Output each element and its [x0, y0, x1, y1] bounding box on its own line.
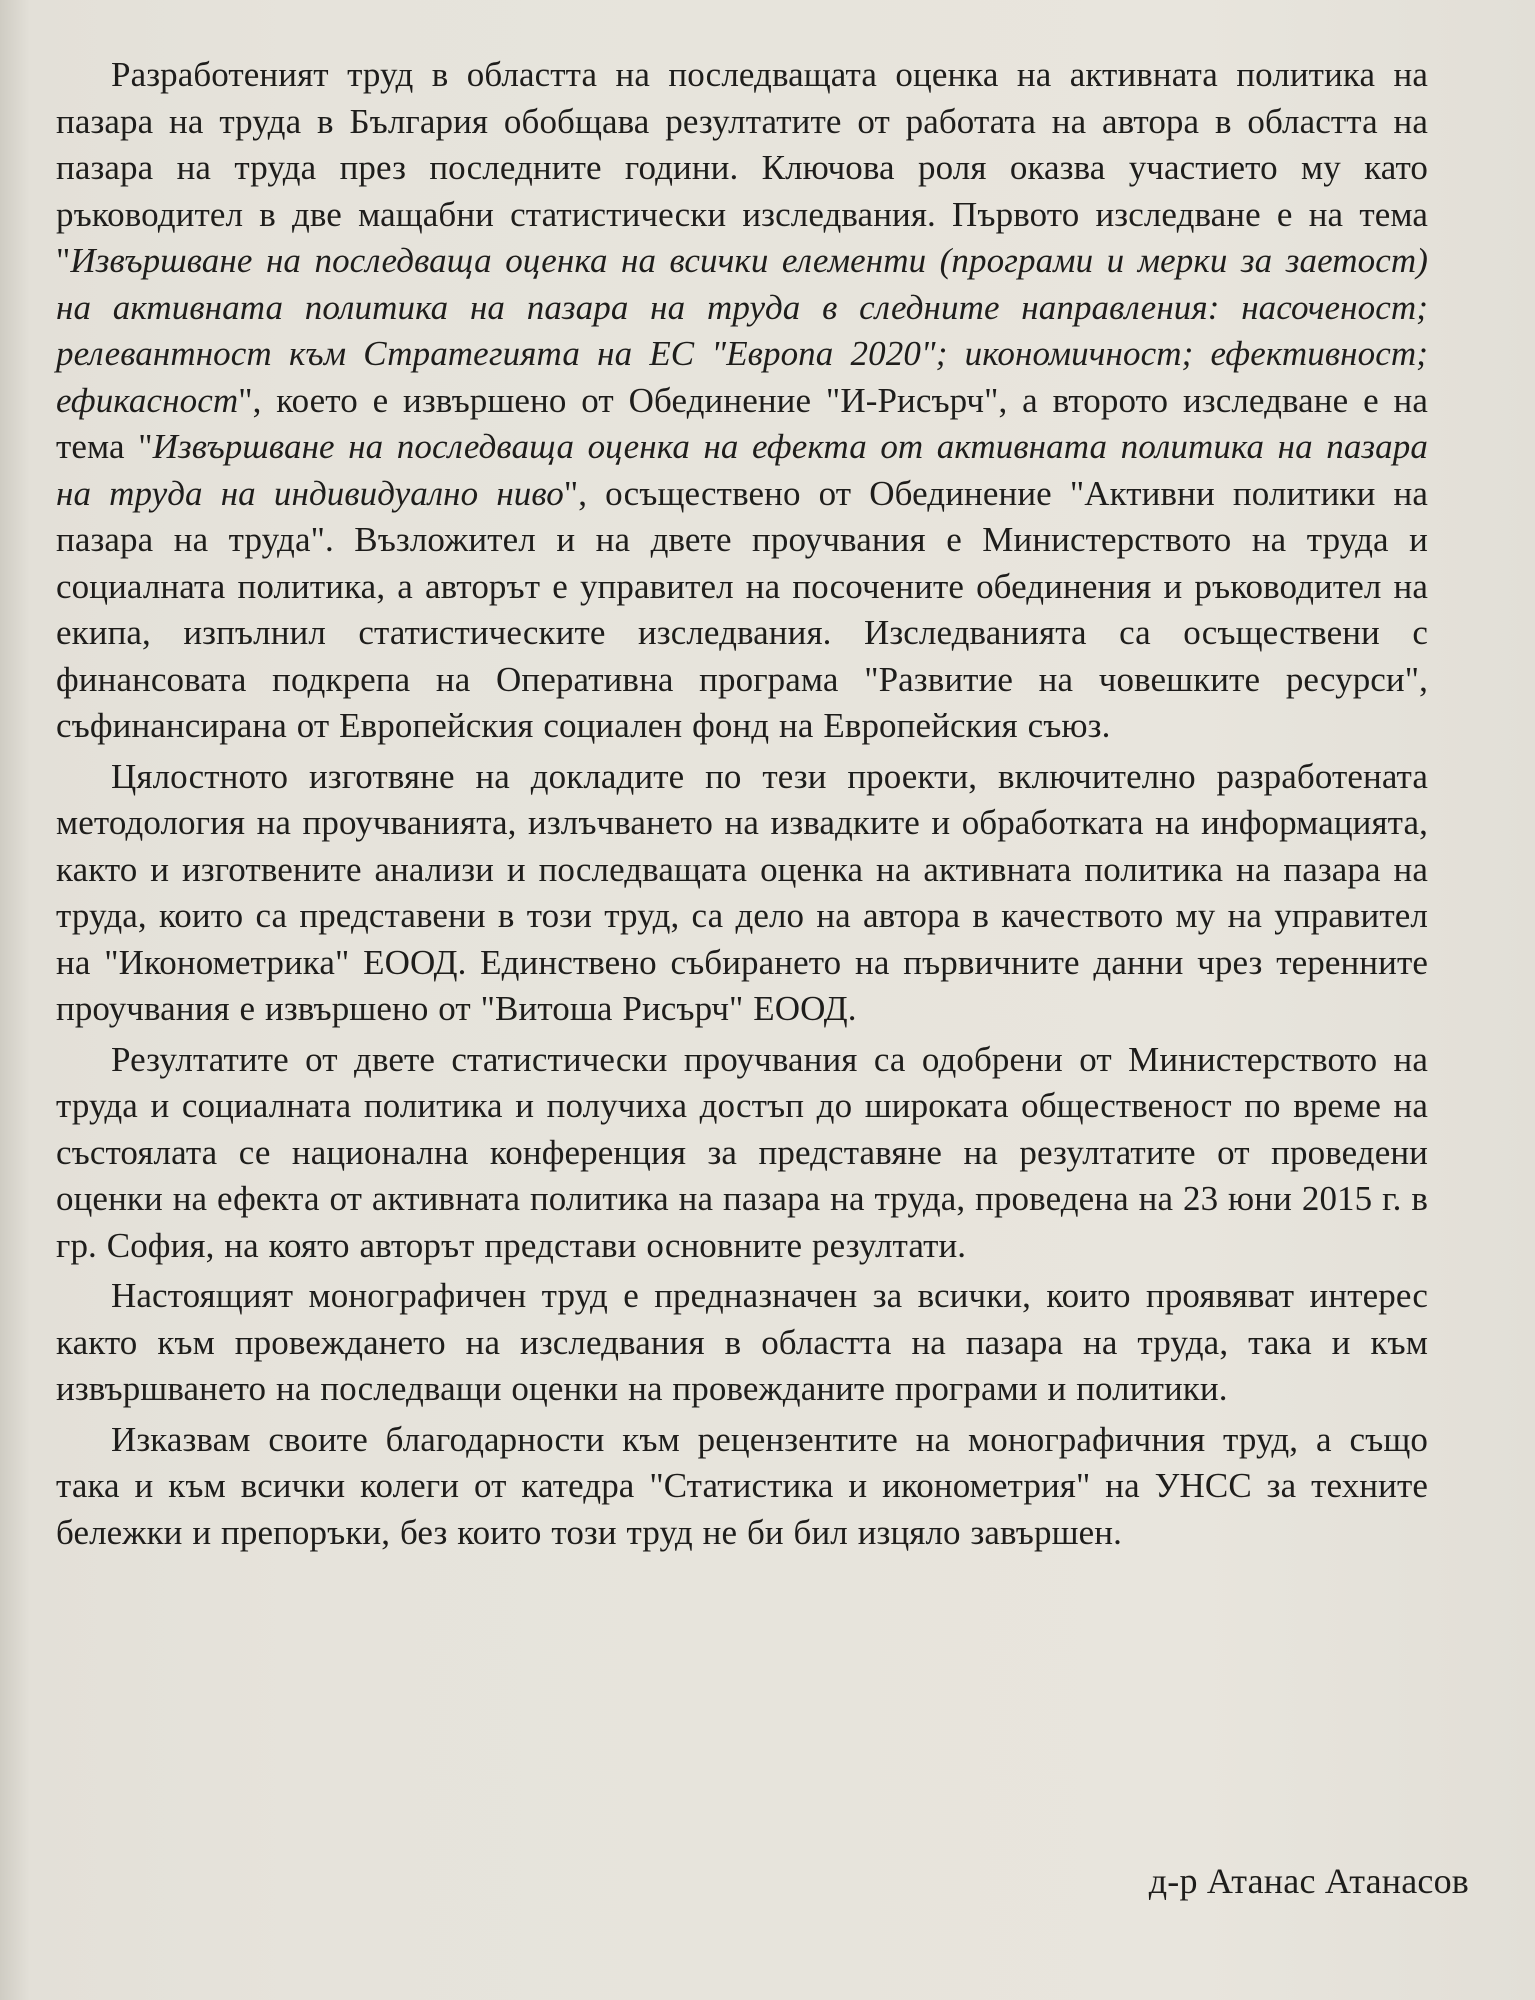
italic-topic-2: Извършване на последваща оценка на ефекта от активната политика на пазара на труда на индивидуално ниво: [56, 427, 1428, 513]
text-span: Резултатите от двете статистически проучвания са одобрени от Министерството на труда и социалната политика и получиха достъп до широката общественост по време на състоялата се национална конференция за представяне на резултатите от проведени оценки на ефекта от активната политика на пазара на труда, проведена на 23 юни 2015 г. в гр. София, на която авторът представи основните резултати.: [56, 1039, 1428, 1265]
text-span: Изказвам своите благодарности към рецензентите на монографичния труд, а също така и към всички колеги от катедра "Статистика и иконометрия" на УНСС за техните бележки и препоръки, без които този труд не би бил изцяло завършен.: [56, 1419, 1428, 1552]
text-span: Настоящият монографичен труд е предназначен за всички, които проявяват интерес както към провеждането на изследвания в областта на пазара на труда, така и към извършването на последващи оценки на провежданите програми и политики.: [56, 1276, 1428, 1408]
body-text: [56, 52, 1428, 1556]
paragraph-2: [56, 754, 1428, 1033]
paragraph-5: [56, 1417, 1428, 1557]
text-span: ", което е извършено от Обединение "И-Рисърч", а второто изследване е на тема ": [56, 380, 1428, 466]
text-span: ", осъществено от Обединение "Активни политики на пазара на труда". Възложител и на двете проучвания е Министерството на труда и социалната политика, а авторът е управител на посочените обединения и ръководител на екипа, изпълнил статистическите изследвания. Изследванията са осъществени с финансовата подкрепа на Оперативна програма "Развитие на човешките ресурси", съфинансирана от Европейския социален фонд на Европейския съюз.: [56, 473, 1428, 745]
text-span: Цялостното изготвяне на докладите по тези проекти, включително разработената методология на проучванията, излъчването на извадките и обработката на информацията, както и изготвените анализи и последващата оценка на активната политика на пазара на труда, които са представени в този труд, са дело на автора в качеството му на управител на "Иконометрика" ЕООД. Единствено събирането на първичните данни чрез теренните проучвания е извършено от "Витоша Рисърч" ЕООД.: [56, 756, 1428, 1028]
author-signature: д-р Атанас Атанасов: [1148, 1861, 1469, 1901]
italic-topic-1: Извършване на последваща оценка на всички елементи (програми и мерки за заетост) на активната политика на пазара на труда в следните направления: насоченост; релевантност към Стратегията на ЕС "Европа 2020"; икономичност; ефективност; ефикасност: [56, 241, 1428, 420]
paragraph-3: [56, 1037, 1428, 1270]
text-span: Разработеният труд в областта на последващата оценка на активната политика на пазара на труда в България обобщава резултатите от работата на автора в областта на пазара на труда през последните години. Ключова роля оказва участието му като ръководител в две мащабни статистически изследвания. Първото изследване е на тема ": [56, 55, 1428, 280]
paragraph-4: [56, 1273, 1428, 1413]
paragraph-1: [56, 52, 1428, 750]
